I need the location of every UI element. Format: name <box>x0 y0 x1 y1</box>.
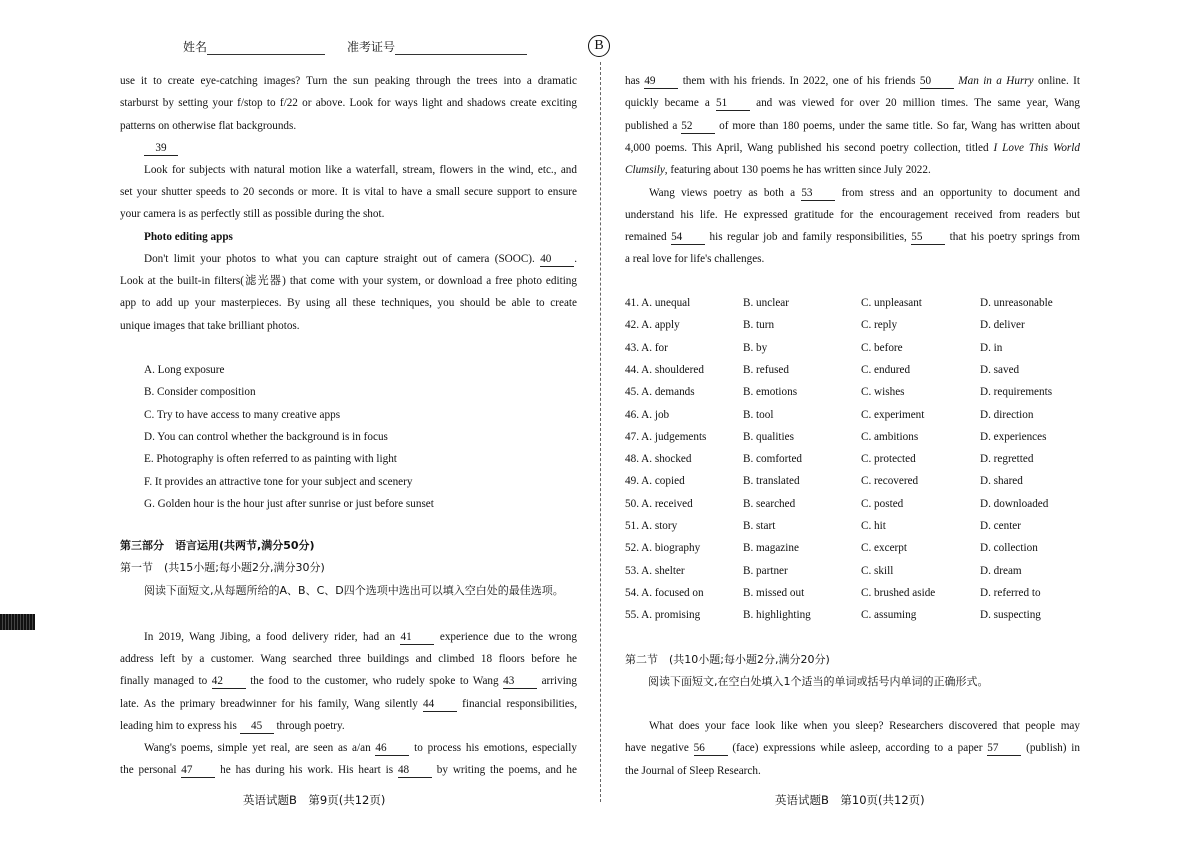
part-title: 第三部分 语言运用(共两节,满分50分) <box>120 539 315 552</box>
name-label: 姓名 <box>183 40 208 54</box>
text-segment: Look at the built-in filters(滤光器) that come with your system, or download a free photo editing <box>120 275 577 287</box>
question-46-option-d: D. direction <box>980 408 1034 421</box>
text-segment: starburst by setting your f/stop to f/22 or above. Look for ways light and shadows create exciting <box>120 97 577 109</box>
question-44-option-c: C. endured <box>861 363 911 376</box>
italic-title: Clumsily <box>625 164 665 177</box>
text-segment: financial responsibilities, <box>457 697 577 710</box>
option-e: E. Photography is often referred to as painting with light <box>144 453 397 466</box>
option-c: C. Try to have access to many creative apps <box>144 408 341 421</box>
question-52-option-c: C. excerpt <box>861 542 907 555</box>
question-50-option-a: 50. A. received <box>625 497 693 510</box>
question-53-option-a: 53. A. shelter <box>625 564 685 577</box>
text-segment: them with his friends. In 2022, one of his friends <box>678 75 920 87</box>
question-43-option-a: 43. A. for <box>625 341 668 354</box>
text-line <box>120 206 577 222</box>
text-line <box>649 185 1080 201</box>
text-segment: set your shutter speeds to 20 seconds or more. It is vital to have a small secure support to ensure <box>120 186 577 198</box>
text-segment: Wang views poetry as both a <box>649 186 802 199</box>
question-51-option-a: 51. A. story <box>625 520 678 532</box>
question-49-option-d: D. shared <box>980 475 1023 488</box>
text-segment: finally managed to <box>120 675 212 688</box>
text-line <box>120 696 577 712</box>
question-55-option-c: C. assuming <box>861 609 917 622</box>
exam-id-label: 准考证号 <box>347 40 396 54</box>
question-41-option-b: B. unclear <box>743 297 789 309</box>
text-segment: Photo editing apps <box>144 231 233 243</box>
name-blank <box>207 42 325 55</box>
text-segment: published a <box>625 119 682 132</box>
question-48-option-c: C. protected <box>861 453 916 466</box>
question-50-option-c: C. posted <box>861 497 904 510</box>
question-49-option-a: 49. A. copied <box>625 475 685 488</box>
question-55-option-d: D. suspecting <box>980 609 1041 622</box>
question-42-option-d: D. deliver <box>980 319 1025 332</box>
text-line <box>625 251 1080 267</box>
italic-title: I Love This World <box>993 141 1080 154</box>
question-43-option-b: B. by <box>743 341 768 354</box>
text-segment: online. It <box>1033 75 1081 87</box>
question-53-option-c: C. skill <box>861 564 894 577</box>
blank-43: 43 <box>503 675 537 689</box>
section1-instruction: 阅读下面短文,从每题所给的A、B、C、D四个选项中选出可以填入空白处的最佳选项。 <box>144 584 564 597</box>
question-46-option-a: 46. A. job <box>625 408 670 421</box>
question-45-option-b: B. emotions <box>743 386 798 399</box>
option-d: D. You can control whether the background is in focus <box>144 430 388 443</box>
text-segment: app to add up your masterpieces. By using all these techniques, you should be able to create <box>120 297 577 309</box>
scan-mark <box>0 614 35 630</box>
text-segment: experience due to the wrong <box>434 631 577 643</box>
text-segment: 4,000 poems. This April, Wang published his second poetry collection, titled <box>625 141 994 154</box>
option-g: G. Golden hour is the hour just after sunrise or just before sunset <box>144 497 434 510</box>
text-segment: patterns on otherwise flat backgrounds. <box>120 120 297 132</box>
blank-56: 56 <box>694 742 728 756</box>
text-segment: quickly became a <box>625 97 716 110</box>
blank-57: 57 <box>987 742 1021 756</box>
text-segment: address left by a customer. Wang searched three buildings and climbed 18 floors before he <box>120 653 577 666</box>
question-50-option-b: B. searched <box>743 497 796 510</box>
question-45-option-c: C. wishes <box>861 386 905 399</box>
question-54-option-d: D. referred to <box>980 586 1041 599</box>
blank-49: 49 <box>644 75 678 89</box>
question-52-option-d: D. collection <box>980 542 1038 555</box>
text-line <box>625 763 1080 779</box>
blank-46: 46 <box>375 742 409 756</box>
text-line <box>120 118 577 134</box>
text-segment: Wang's poems, simple yet real, are seen as a/an <box>144 742 376 754</box>
question-47-option-d: D. experiences <box>980 430 1047 443</box>
question-54-option-b: B. missed out <box>743 586 805 599</box>
version-mark: B <box>588 35 610 57</box>
question-44-option-d: D. saved <box>980 363 1020 376</box>
question-43-option-d: D. in <box>980 341 1003 354</box>
text-line <box>625 118 1080 134</box>
question-47-option-c: C. ambitions <box>861 430 919 443</box>
text-segment: In 2019, Wang Jibing, a food delivery rider, had an <box>144 631 401 643</box>
exam-id-blank <box>395 42 527 55</box>
text-line <box>120 184 577 200</box>
text-line <box>625 740 1080 756</box>
text-line <box>144 162 577 178</box>
text-segment: have negative <box>625 742 694 755</box>
blank-51: 51 <box>716 97 750 111</box>
text-segment: your camera is as perfectly still as possible during the shot. <box>120 208 385 220</box>
blank-47: 47 <box>181 764 215 778</box>
text-line <box>144 629 577 645</box>
question-45-option-a: 45. A. demands <box>625 386 695 399</box>
text-line <box>625 229 1080 245</box>
blank-55: 55 <box>911 231 945 245</box>
text-segment: use it to create eye-catching images? Turn the sun peaking through the trees into a dramatic <box>120 75 577 87</box>
text-segment: (face) expressions while asleep, according to a paper <box>727 742 988 755</box>
page-divider <box>600 62 601 802</box>
text-segment: leading him to express his <box>120 719 240 732</box>
page-10-footer: 英语试题B 第10页(共12页) <box>775 793 925 807</box>
text-segment: arriving <box>537 675 577 688</box>
text-segment: through poetry. <box>273 719 345 732</box>
question-51-option-b: B. start <box>743 520 776 532</box>
text-line <box>625 162 1080 178</box>
blank-52: 52 <box>681 120 715 134</box>
question-44-option-a: 44. A. shouldered <box>625 363 704 376</box>
text-segment: (publish) in <box>1021 742 1080 755</box>
blank-54: 54 <box>671 231 705 245</box>
text-line <box>120 718 577 734</box>
text-segment: to process his emotions, especially <box>409 742 577 754</box>
text-segment: the Journal of Sleep Research. <box>625 764 761 777</box>
page-9-footer: 英语试题B 第9页(共12页) <box>243 793 386 807</box>
blank-40: 40 <box>540 253 574 267</box>
text-segment: a real love for life's challenges. <box>625 253 765 266</box>
question-45-option-d: D. requirements <box>980 386 1053 399</box>
text-segment: he has during his work. His heart is <box>215 764 398 777</box>
text-line <box>144 251 577 267</box>
text-segment: has <box>625 75 645 87</box>
question-49-option-b: B. translated <box>743 475 800 488</box>
question-48-option-b: B. comforted <box>743 453 803 466</box>
text-segment: and was viewed for over 20 million times. The same year, Wang <box>750 97 1080 110</box>
text-segment: . <box>574 253 577 265</box>
text-line <box>120 651 577 667</box>
text-segment: from stress and an opportunity to document and <box>835 186 1080 199</box>
question-49-option-c: C. recovered <box>861 475 919 488</box>
blank-50: 50 <box>920 75 954 89</box>
text-segment: unique images that take brilliant photos. <box>120 320 300 332</box>
text-segment: understand his life. He expressed gratitude for the encouragement received from readers but <box>625 208 1080 221</box>
text-segment: the food to the customer, who rudely spoke to Wang <box>245 675 504 688</box>
italic-title: Man in a Hurry <box>958 75 1034 87</box>
text-segment: , featuring about 130 poems he has written since July 2022. <box>664 164 931 177</box>
question-53-option-d: D. dream <box>980 564 1022 577</box>
text-line <box>649 718 1080 734</box>
text-segment: What does your face look like when you sleep? Researchers discovered that people may <box>649 720 1080 732</box>
question-48-option-a: 48. A. shocked <box>625 453 692 466</box>
question-48-option-d: D. regretted <box>980 453 1034 466</box>
question-51-option-d: D. center <box>980 520 1021 532</box>
section2-title: 第二节 (共10小题;每小题2分,满分20分) <box>625 653 830 666</box>
text-segment: Don't limit your photos to what you can capture straight out of camera (SOOC). <box>144 253 541 265</box>
blank-48: 48 <box>398 764 432 778</box>
question-42-option-b: B. turn <box>743 319 775 332</box>
text-line <box>144 740 577 756</box>
blank-42: 42 <box>212 675 246 689</box>
question-51-option-c: C. hit <box>861 520 886 532</box>
question-54-option-c: C. brushed aside <box>861 586 936 599</box>
question-46-option-b: B. tool <box>743 408 774 421</box>
text-line <box>625 207 1080 223</box>
blank-53: 53 <box>801 187 835 201</box>
blank-41: 41 <box>400 631 434 645</box>
option-a: A. Long exposure <box>144 364 225 376</box>
text-segment: the personal <box>120 764 182 777</box>
question-42-option-a: 42. A. apply <box>625 319 680 332</box>
blank-45: 45 <box>240 720 274 734</box>
text-segment: that his poetry springs from <box>945 231 1080 244</box>
text-segment: remained <box>625 231 672 244</box>
text-segment: his regular job and family responsibilities, <box>705 231 912 244</box>
question-43-option-c: C. before <box>861 341 903 354</box>
question-52-option-b: B. magazine <box>743 542 799 555</box>
text-segment: late. As the primary breadwinner for his family, Wang silently <box>120 697 424 710</box>
text-line <box>120 273 577 289</box>
text-segment: Look for subjects with natural motion like a waterfall, stream, flowers in the wind, etc., and <box>144 164 577 176</box>
question-42-option-c: C. reply <box>861 319 898 332</box>
question-41-option-a: 41. A. unequal <box>625 297 691 309</box>
question-44-option-b: B. refused <box>743 363 789 376</box>
text-segment: of more than 180 poems, under the same title. So far, Wang has written about <box>715 119 1080 132</box>
question-55-option-b: B. highlighting <box>743 609 811 622</box>
option-f: F. It provides an attractive tone for your subject and scenery <box>144 475 413 488</box>
question-47-option-b: B. qualities <box>743 430 794 443</box>
text-line <box>625 73 1080 89</box>
text-segment: by writing the poems, and he <box>431 764 577 777</box>
exam-id-field <box>347 38 527 55</box>
option-b: B. Consider composition <box>144 386 256 399</box>
question-53-option-b: B. partner <box>743 564 788 577</box>
question-41-option-d: D. unreasonable <box>980 297 1053 309</box>
question-54-option-a: 54. A. focused on <box>625 586 704 599</box>
text-line <box>144 140 577 156</box>
text-line <box>120 318 577 334</box>
text-line <box>120 295 577 311</box>
text-line <box>120 673 577 689</box>
text-line <box>144 229 577 245</box>
section2-instruction: 阅读下面短文,在空白处填入1个适当的单词或括号内单词的正确形式。 <box>648 675 989 688</box>
text-line <box>120 95 577 111</box>
name-field <box>183 38 325 55</box>
question-46-option-c: C. experiment <box>861 408 925 421</box>
text-line <box>625 140 1080 156</box>
question-47-option-a: 47. A. judgements <box>625 430 707 443</box>
blank-44: 44 <box>423 698 457 712</box>
text-line <box>120 762 577 778</box>
question-52-option-a: 52. A. biography <box>625 542 701 555</box>
question-50-option-d: D. downloaded <box>980 497 1049 510</box>
section1-title: 第一节 (共15小题;每小题2分,满分30分) <box>120 561 325 574</box>
text-line <box>120 73 577 89</box>
blank-39: 39 <box>144 142 178 156</box>
question-55-option-a: 55. A. promising <box>625 609 701 622</box>
question-41-option-c: C. unpleasant <box>861 297 922 309</box>
text-line <box>625 95 1080 111</box>
